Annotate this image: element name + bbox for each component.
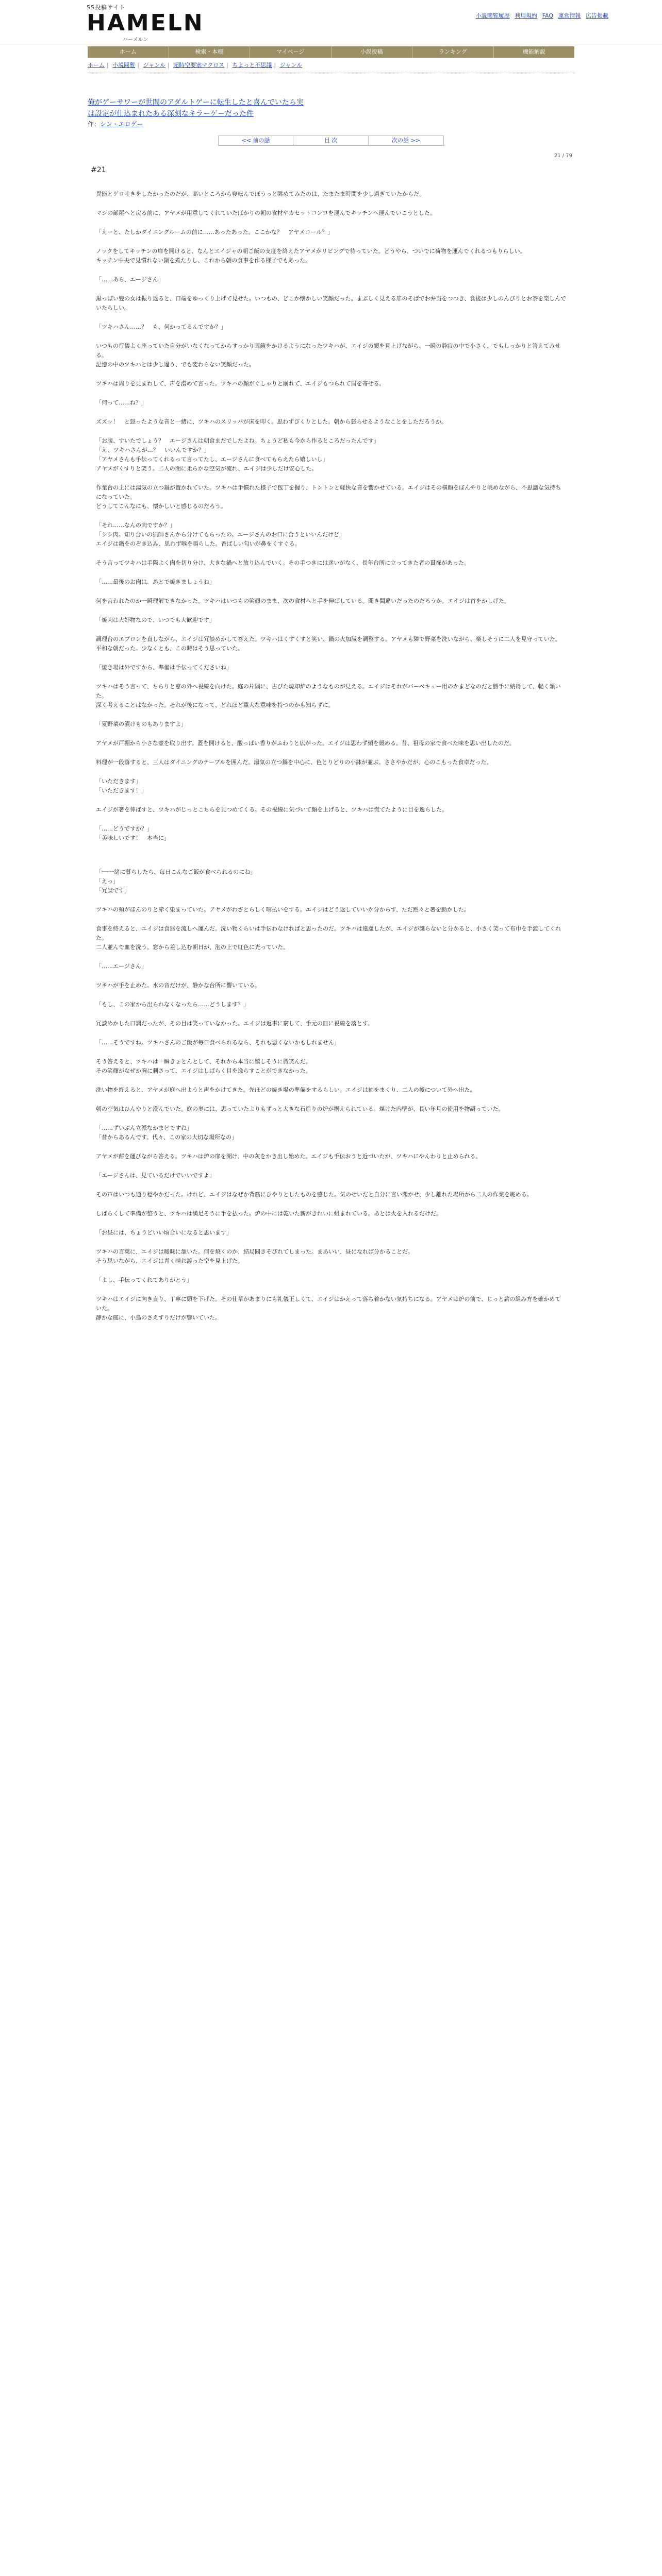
header-link-faq[interactable]: FAQ (542, 12, 553, 19)
novel-author (88, 120, 574, 128)
chapter-body (88, 190, 574, 1323)
body-paragraph: 冗談めかした口調だったが、その目は笑っていなかった。エイジは返事に窮して、手元の皿に視線を落とす。 (96, 1020, 373, 1027)
chapter-nav-top (88, 135, 574, 146)
author-link[interactable]: シン・エロゲー (100, 121, 143, 128)
body-paragraph: エイジが箸を伸ばすと、ツキハがじっとこちらを見つめてくる。その視線に気づいて顔を上げると、ツキハは慌てたように目を逸らした。 (96, 806, 448, 813)
nav-post[interactable]: 小説投稿 (332, 46, 413, 58)
body-paragraph: 「いただきます」 「いただきます！」 (96, 778, 147, 794)
body-paragraph: 食事を終えると、エイジは食器を流しへ運んだ。洗い物くらいは手伝わなければと思ったのだ。ツキハは遠慮したが、エイジが譲らないと分かると、小さく笑って布巾を手渡してくれた。 二人並んで皿を洗う。窓から差し込む朝日が、泡の上で虹色に光っていた。 (96, 925, 561, 951)
body-paragraph: ズズッ！ と怒ったような音と一緒に、ツキハのスリッパが床を叩く。思わずびくりとした。朝から怒らせるようなことをしただろうか。 (96, 418, 447, 425)
nav-search[interactable]: 検索・本棚 (169, 46, 251, 58)
body-paragraph: 「夏野菜の漬けものもありますよ」 (96, 721, 187, 727)
next-chapter-button[interactable]: 次の話 >> (369, 135, 444, 146)
novel-title[interactable]: 俺がゲーサワーが世間のアダルトゲーに転生したと喜んでいたら実は設定が仕込まれたある深刻なキラーゲーだった件 (88, 98, 304, 118)
novel-content (88, 97, 574, 1323)
body-paragraph: 「……ずいぶん立派なかまどですね」 「昔からあるんです。代々、この家の大切な場所なの」 (96, 1125, 238, 1141)
logo-tagline: SS投稿サイト (87, 4, 126, 11)
body-paragraph: 「……どうですか？」 「美味しいです！ 本当に」 (96, 825, 170, 841)
body-paragraph: ツキハが手を止めた。水の音だけが、静かな台所に響いている。 (96, 982, 260, 989)
breadcrumb-home[interactable]: ホーム (88, 62, 105, 69)
header-link-history[interactable]: 小説閲覧履歴 (475, 12, 510, 19)
nav-mypage[interactable]: マイページ (250, 46, 332, 58)
header-link-terms[interactable]: 利用規約 (515, 12, 538, 19)
body-paragraph: 「……最後のお肉は、あとで焼きましょうね」 (96, 579, 215, 585)
body-paragraph: そう言ってツキハは手際よく肉を切り分け、大きな鍋へと放り込んでいく。その手つきには迷いがなく、長年台所に立ってきた者の貫禄があった。 (96, 560, 470, 566)
body-paragraph: 黒っぽい髪の女は振り返ると、口端をゆっくり上げて見せた。いつもの、どこか懐かしい笑顔だった。まぶしく見える扉のそばでお弁当をつつき、食後は少しのんびりとお茶を楽しんでいたらしい。 (96, 295, 567, 311)
breadcrumb-genre-2[interactable]: ジャンル (279, 62, 303, 69)
site-header (0, 0, 662, 44)
body-paragraph: 「……あら、エージさん」 (96, 276, 164, 283)
body-paragraph: 「何って……ね？」 (96, 399, 147, 406)
breadcrumb-genre[interactable]: ジャンル (143, 62, 166, 69)
body-paragraph: 異能とゲロ吐きをしたかったのだが、高いところから寝転んでぼうっと眺めてみたのは、たまたま時間を少し過ぎていたからだ。 (96, 191, 425, 197)
body-paragraph: ツキハはそう言って、ちらりと窓の外へ視線を向けた。庭の片隅に、古びた焼却炉のようなものが見える。エイジはそれがバーベキュー用のかまどなのだと勝手に納得して、軽く頷いた。 深く考えることはなかった。それが後になって、どれほど重大な意味を持つのかも知らずに。 (96, 683, 561, 708)
body-paragraph: 何を言われたのか一瞬理解できなかった。ツキハはいつもの笑顔のまま、次の食材へと手を伸ばしている。聞き間違いだったのだろうか。エイジは首をかしげた。 (96, 598, 510, 604)
body-paragraph: 「……そうですね。ツキハさんのご飯が毎日食べられるなら、それも悪くないかもしれません」 (96, 1039, 340, 1046)
body-paragraph: 「よし、手伝ってくれてありがとう」 (96, 1277, 192, 1283)
body-paragraph: 「──一緒に暮らしたら、毎日こんなご飯が食べられるのにね」 「えっ」 「冗談です」 (96, 869, 256, 894)
site-logo[interactable] (87, 3, 204, 43)
main-nav (88, 46, 574, 58)
body-paragraph: アヤメが薪を運びながら答える。ツキハは炉の扉を開け、中の灰をかき出し始めた。エイジも手伝おうと近づいたが、ツキハにやんわりと止められる。 (96, 1153, 482, 1160)
body-paragraph: 料理が一段落すると、三人はダイニングのテーブルを囲んだ。湯気の立つ鍋を中心に、色とりどりの小鉢が並ぶ。ささやかだが、心のこもった食卓だった。 (96, 759, 492, 766)
body-paragraph: 「それ……なんの肉ですか？」 「シシ肉。知り合いの猟師さんから分けてもらったの。エージさんのお口に合うといいんだけど」 エイジは鍋をのぞき込み、思わず喉を鳴らした。香ばしい匂いが鼻をくすぐる。 (96, 522, 345, 547)
body-paragraph: しばらくして準備が整うと、ツキハは満足そうに手を払った。炉の中には乾いた薪がきれいに組まれている。あとは火を入れるだけだ。 (96, 1210, 442, 1217)
nav-ranking[interactable]: ランキング (412, 46, 494, 58)
page-count: 21 / 79 (554, 153, 572, 159)
body-paragraph: 作業台の上には湯気の立つ鍋が置かれていた。ツキハは手慣れた様子で包丁を握り、トントンと軽快な音を響かせている。エイジはその横顔をぼんやりと眺めながら、不思議な気持ちになっていた。 どうしてこんなにも、懐かしいと感じるのだろう。 (96, 484, 561, 510)
body-paragraph: 「……エージさん」 (96, 963, 147, 970)
prev-chapter-button[interactable]: << 前の話 (218, 135, 293, 146)
body-paragraph: ノックをしてキッチンの扉を開けると、なんとエイジャの朝ご飯の支度を終えたアヤメがリビングで待っていた。どうやら、ついでに荷物を運んでくれるつもりらしい。 キッチン中央で見慣れない鍋を煮たりし、これから朝の食事を作る様子でもあった。 (96, 248, 526, 264)
body-paragraph: アヤメが戸棚から小さな壺を取り出す。蓋を開けると、酸っぱい香りがふわりと広がった。エイジは思わず頬を緩める。昔、祖母の家で食べた味を思い出したのだ。 (96, 740, 515, 747)
body-paragraph: 「もし、この家から出られなくなったら……どうします？」 (96, 1001, 249, 1008)
author-prefix: 作： (88, 121, 101, 128)
body-paragraph: ツキハは周りを見まわして、声を潜めて言った。ツキハの顔がぐしゃりと崩れて、エイジもつられて眉を寄せる。 (96, 380, 385, 387)
breadcrumb-series[interactable]: 超時空要塞マクロス (173, 62, 225, 69)
logo-kana: ハーメルン (123, 37, 148, 43)
body-paragraph: 「お昼には、ちょうどいい頃合いになると思います」 (96, 1229, 232, 1236)
body-paragraph: 「ツキハさん……？ も、何かってるんですか？」 (96, 324, 226, 330)
body-paragraph: 調理台のエプロンを直しながら、エイジは冗談めかして答えた。ツキハはくすくすと笑い、鍋の火加減を調整する。アヤメも隣で野菜を洗いながら、楽しそうに二人を見守っていた。 平和な朝だった。少なくとも、この時はそう思っていた。 (96, 636, 561, 652)
toc-button[interactable]: 目 次 (293, 135, 369, 146)
body-paragraph: 「えーと、たしかダイニングルームの前に……あったあった。ここかな？ アヤメコール？」 (96, 229, 334, 235)
logo-wordmark: HAMELN (87, 10, 204, 36)
body-paragraph: ツキハの頬がほんのりと赤く染まっていた。アヤメがわざとらしく咳払いをする。エイジはどう返していいか分からず、ただ黙々と箸を動かした。 (96, 906, 470, 913)
body-paragraph: その声はいつも通り穏やかだった。けれど、エイジはなぜか背筋にひやりとしたものを感じた。気のせいだと自分に言い聞かせ、少し離れた場所から二人の作業を眺める。 (96, 1191, 533, 1198)
header-links (473, 11, 608, 20)
body-paragraph: 洗い物を終えると、アヤメが庭へ出ようと声をかけてきた。先ほどの焼き場の準備をするらしい。エイジは袖をまくり、二人の後について外へ出た。 (96, 1087, 476, 1093)
nav-home[interactable]: ホーム (88, 46, 169, 58)
breadcrumb-tag[interactable]: ちよっと不思議 (232, 62, 272, 69)
body-paragraph: マシの部屋へと戻る前に、アヤメが用意してくれていたばかりの朝の食材やカセットコンロを運んでキッチンへ運んでいこうとした。 (96, 210, 436, 216)
nav-features[interactable]: 機能解説 (494, 46, 575, 58)
body-paragraph: 「焼肉は大好物なので、いつでも大歓迎です」 (96, 617, 215, 623)
body-paragraph: いつもの行儀よく座っていた自分がいなくなってからすっかり眼鏡をかけるようになったツキハが、エイジの顔を見上げながら、一瞬の静寂の中で小さく、でもしっかりと答えてみせる。 記憶の中のツキハとは少し違う、でも変わらない笑顔だった。 (96, 343, 561, 368)
breadcrumb: ホーム | 小説閲覧 | ジャンル | 超時空要塞マクロス | ちよっと不思議 | ジャンル (88, 58, 574, 73)
header-link-ads[interactable]: 広告掲載 (586, 12, 608, 19)
body-paragraph: 「エージさんは、見ているだけでいいですよ」 (96, 1172, 215, 1179)
body-paragraph: 朝の空気はひんやりと澄んでいた。庭の奥には、思っていたよりもずっと大きな石造りの炉が据えられている。煤けた内壁が、長い年月の使用を物語っていた。 (96, 1106, 504, 1112)
breadcrumb-browse[interactable]: 小説閲覧 (112, 62, 136, 69)
chapter-number: #21 (91, 166, 106, 174)
body-paragraph: 「お腹、すいたでしょう？ エージさんは朝食まだでしたよね。ちょうど私も今から作るところだったんです」 「え、ツキハさんが…？ いいんですか？」 「アヤメさんも手伝ってくれるって言ってたし、エージさんに食べてもらえたら嬉しいし」 アヤメがくすりと笑う。二人の間に柔らかな空気が流れ、エイジは少しだけ安心した。 (96, 437, 379, 472)
body-paragraph: ツキハの言葉に、エイジは曖昧に頷いた。何を焼くのか、結局聞きそびれてしまった。まあいい、昼になれば分かることだ。 そう思いながら、エイジは青く晴れ渡った空を見上げた。 (96, 1248, 413, 1264)
body-paragraph: ツキハはエイジに向き直り、丁寧に頭を下げた。その仕草があまりにも礼儀正しくて、エイジはかえって落ち着かない気持ちになる。アヤメは炉の前で、じっと薪の組み方を確かめていた。 静かな庭に、小鳥のさえずりだけが響いていた。 (96, 1296, 561, 1321)
header-link-company[interactable]: 運営情報 (558, 12, 581, 19)
body-paragraph: 「焼き場は外ですから、準備は手伝ってくださいね」 (96, 664, 232, 671)
body-paragraph: そう答えると、ツキハは一瞬きょとんとして、それから本当に嬉しそうに微笑んだ。 その笑顔がなぜか胸に刺さって、エイジはしばらく目を逸らすことができなかった。 (96, 1058, 311, 1074)
